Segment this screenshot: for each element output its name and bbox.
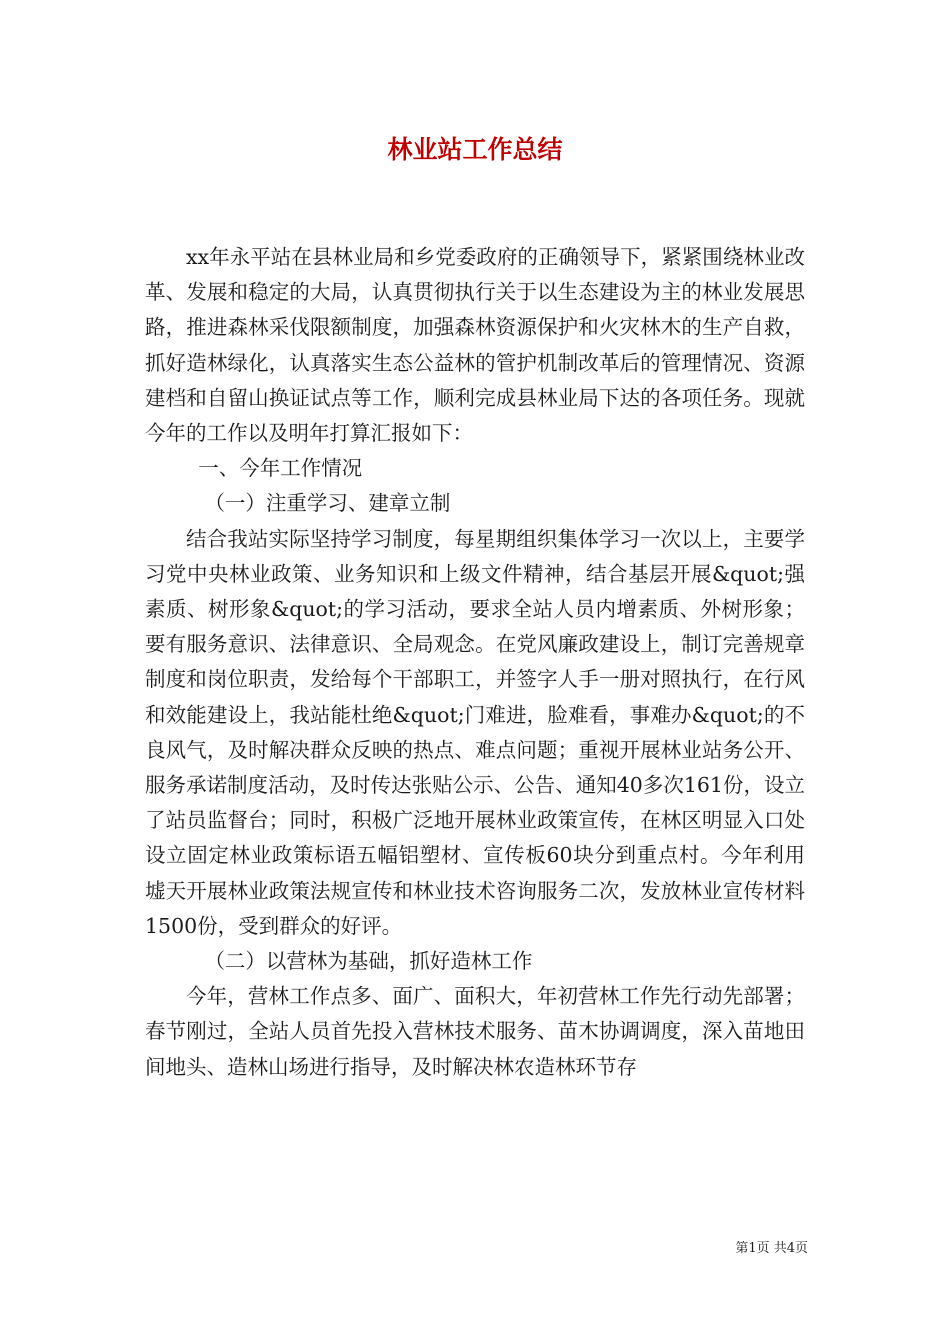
page-number: 第1页 共4页 bbox=[735, 1241, 808, 1256]
subsection-heading-2: （二）以营林为基础，抓好造林工作 bbox=[204, 949, 533, 974]
section-heading-1: 一、今年工作情况 bbox=[198, 456, 363, 481]
subsection-heading-1: （一）注重学习、建章立制 bbox=[204, 491, 451, 516]
document-title: 林业站工作总结 bbox=[387, 135, 563, 164]
document-body bbox=[145, 240, 805, 1085]
body-paragraph-2: 今年，营林工作点多、面广、面积大，年初营林工作先行动先部署；春节刚过，全站人员首先投入营林技术服务、苗木协调调度，深入苗地田间地头、造林山场进行指导，及时解决林农造林环节存 bbox=[145, 984, 805, 1079]
body-paragraph-1: 结合我站实际坚持学习制度，每星期组织集体学习一次以上，主要学习党中央林业政策、业务知识和上级文件精神，结合基层开展&quot;强素质、树形象&quot;的学习活动，要求全站人员内增素质、外树形象；要有服务意识、法律意识、全局观念。在党风廉政建设上，制订完善规章制度和岗位职责，发给每个干部职工，并签字人手一册对照执行，在行风和效能建设上，我站能杜绝&quot;门难进，脸难看，事难办&quot;的不良风气，及时解决群众反映的热点、难点问题；重视开展林业站务公开、服务承诺制度活动，及时传达张贴公示、公告、通知40多次161份，设立了站员监督台；同时，积极广泛地开展林业政策宣传，在林区明显入口处设立固定林业政策标语五幅铝塑材、宣传板60块分到重点村。今年利用墟天开展林业政策法规宣传和林业技术咨询服务二次，发放林业宣传材料1500份，受到群众的好评。 bbox=[145, 526, 805, 938]
intro-paragraph: xx年永平站在县林业局和乡党委政府的正确领导下，紧紧围绕林业改革、发展和稳定的大局，认真贯彻执行关于以生态建设为主的林业发展思路，推进森林采伐限额制度，加强森林资源保护和火灾林木的生产自救，抓好造林绿化，认真落实生态公益林的管护机制改革后的管理情况、资源建档和自留山换证试点等工作，顺利完成县林业局下达的各项任务。现就今年的工作以及明年打算汇报如下： bbox=[145, 245, 805, 446]
